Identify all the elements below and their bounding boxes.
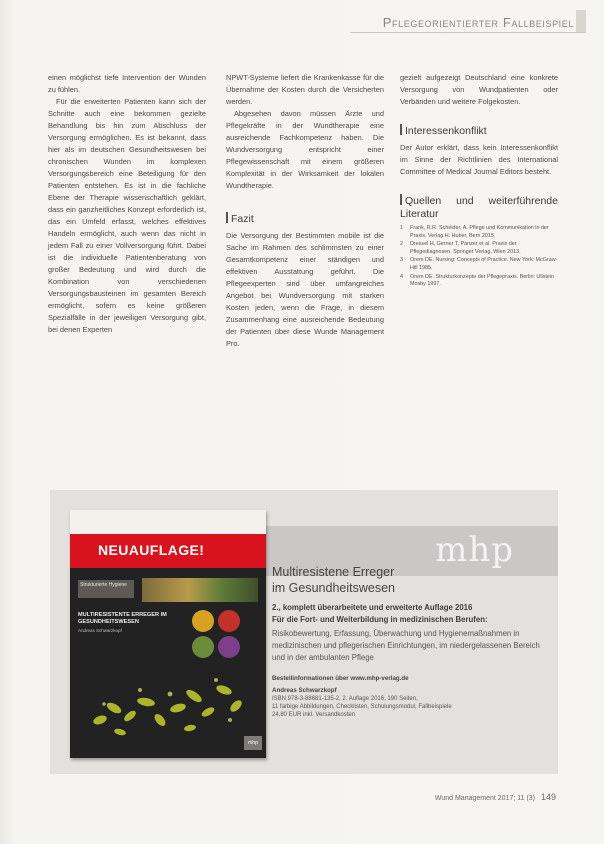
reference-list [400,225,558,289]
page-number: 149 [540,792,556,802]
ad-title-line1: Multiresistene Erreger [272,565,395,579]
running-header [350,10,586,33]
reference-text: Orem DE. Strukturkonzepte der Pflegepraxis. Berlin: Ullstein Mosby 1997. [410,273,555,288]
col1-paragraph: einen möglichst tiefe Intervention der Wunden zu fühlen. [48,73,206,94]
reference-text: Orem DE. Nursing: Concepts of Practice. New York: McGraw-Hill 1985. [410,257,558,271]
reference-number: 3 [400,257,403,264]
header-tab-marker [576,10,586,32]
ad-edition: 2., komplett überarbeitete und erweiterte Auflage 2016 [272,603,473,612]
conflict-heading [400,124,558,138]
cover-series-label: Strukturierte Hygiene [78,580,134,598]
reference-item [400,225,558,240]
badge-icon [218,610,240,632]
cover-banner [70,534,266,568]
bacteria-illustration [80,650,260,750]
ad-contents: 11 farbige Abbildungen, Checklisten, Schulungsmodul, Fallbeispiele [272,704,452,710]
cover-publisher-logo: mhp [244,736,262,750]
ad-purpose: Für die Fort- und Weiterbildung in medizinischen Berufen: [272,615,488,624]
text-column-3 [400,72,558,290]
publisher-logo: mhp [435,530,514,570]
cover-image-strip [142,578,258,602]
reference-item [400,274,558,289]
heading-bar [226,212,228,223]
col3-intro: gezielt aufgezeigt Deutschland eine konkrete Versorgung von Wundpatienten oder Verbänden und weitere Folgekosten. [400,73,558,106]
cover-banner-text: NEUAUFLAGE! [98,542,205,558]
cover-top-strip [70,510,266,534]
reference-number: 4 [400,273,403,280]
ad-price: 24,80 EUR inkl. Versandkosten [272,712,356,718]
badge-icon [192,610,214,632]
reference-number: 1 [400,225,403,231]
ad-text-block [272,564,548,719]
fazit-heading [226,212,384,226]
fazit-heading-text: Fazit [231,213,254,225]
reference-item [400,257,558,272]
page-footer [376,792,556,806]
cover-title: MULTIRESISTENTE ERREGER IM GESUNDHEITSWESEN [78,612,167,625]
references-heading-text: Quellen und weiterführende Literatur [400,195,558,220]
running-header-title: Pflegeorientierter Fallbeispiel [382,15,574,30]
heading-bar [400,194,402,205]
col2-paragraph: Abgesehen davon müssen Ärzte und Pflegekräfte in der Wundtherapie eine ausreichende Fachkompetenz haben. Die Wundversorgung entspricht einer Pflegewissenschaft mit einem größeren Komplexität in der Wirksamkeit der lokalen Wundtherapie. [226,109,384,190]
heading-bar [400,124,402,135]
cover-author: Andreas Schwarzkopf [78,628,122,633]
col2-paragraph: NPWT-Systeme liefert die Krankenkasse für die Übernahme der Kosten durch die Versicherten werden. [226,73,384,106]
footer-journal: Wund Management 2017; 11 (3) [434,795,536,802]
ad-title-line2: im Gesundheitswesen [272,581,395,595]
references-heading [400,194,558,221]
ad-author: Andreas Schwarzkopf [272,687,337,694]
reference-item [400,241,558,256]
reference-number: 2 [400,241,403,248]
col1-paragraph: Für die erweiterten Patienten kann sich der Schnitte auch eine bekommen gezielte Behandlung bis hin zum Abschluss der Versorgung ermöglichen. Es ist bekannt, dass hier als im deutschen Gesundheitswesen bei chronischen Wunden im komplexen Versorgungsbereich eine Beteiligung für den Patienten entstehen. Es ist in die fachliche Ebene der Therapie wissenschaftlich geklärt, dass ein ganzheitliches Konzept erforderlich ist, das ein Umfeld erfasst, welches effektives Handeln ermöglicht, auch wenn das nicht in jedem Fall zu einer Vollversorgung führt. Dabei ist die individuelle Patientenberatung von großer Bedeutung und wird durch die Kombination von verschiedenen Versorgungsbausteinen im gesamten Bereich ermöglicht, sofern es keine größeren Spezialfälle in der jeweiligen Versorgung gibt, bei denen Experten [48,97,206,334]
text-column-1 [48,72,206,336]
ad-description: Risikobewertung, Erfassung, Überwachung und Hygienemaßnahmen in medizinischen und pflegerischen Einrichtungen, im niedergelassenen Bereich und in der ambulanten Pflege [272,629,540,662]
conflict-text: Der Autor erklärt, dass kein Interessenkonflikt im Sinne der Richtlinien des International Committee of Medical Journal Editors besteht. [400,143,558,176]
reference-text: Dressel H, Gerner T, Panzer et al. Praxis der Pflegediagnosen. Springer Verlag, Wien 2013. [410,241,521,255]
book-advertisement [50,490,558,774]
conflict-heading-text: Interessenkonflikt [405,125,487,137]
reference-text: Frank, R.R. Scheider, A. Pflege und Kommunikation in der Praxis. Verlag H. Huber, Bern 2015. [410,225,549,239]
book-cover [70,510,266,758]
text-column-2 [226,72,384,350]
fazit-text: Die Versorgung der Bestimmten mobile ist die Sache im Rahmen des schlimmsten zu einer Gesamtkompetenz einer ständigen und effektiven Ausstattung geführt. Die Pflegeexperten sind über umfangreiches Angebot bei Wundversorgung mit starken Kosten jeden, wenn die Frage, in diesem Zusammenhang eine ausreichende Bedeutung der Patienten über diese Wunde Management Pro. [226,231,384,348]
ad-order-info: Bestellinformationen über www.mhp-verlag.de [272,675,409,682]
ad-isbn: ISBN 978-3-88681-135-2, 2. Auflage 2016, 190 Seiten, [272,696,418,702]
